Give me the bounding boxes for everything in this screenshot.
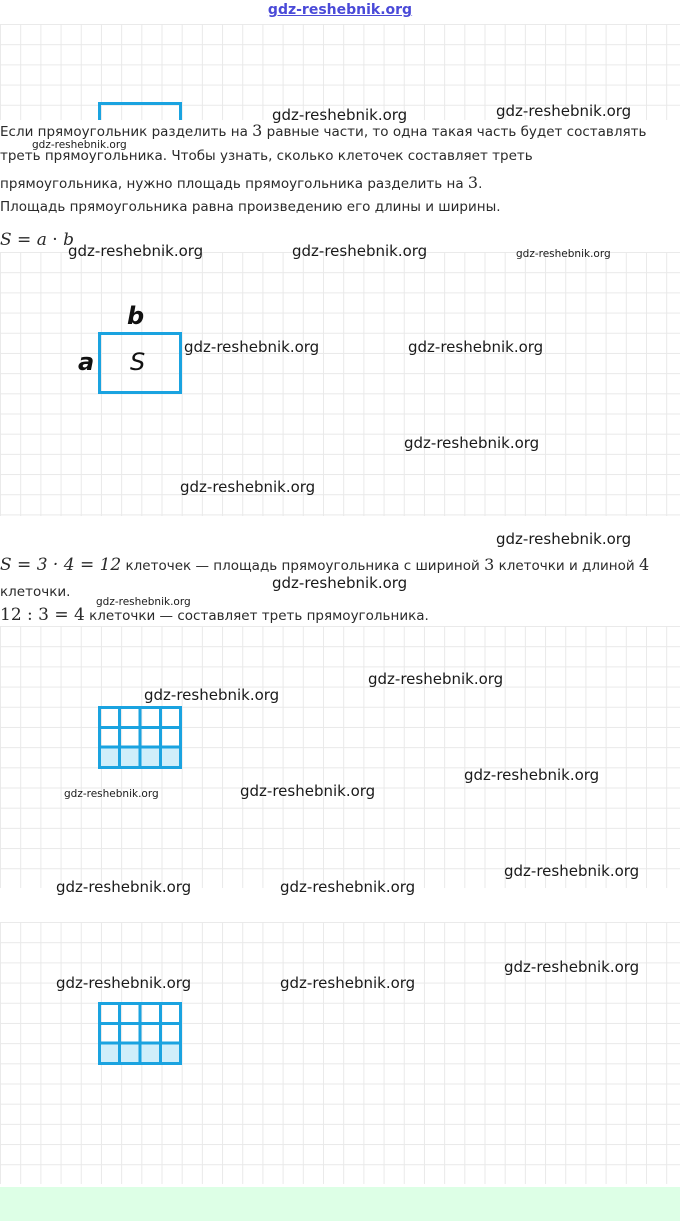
watermark: gdz-reshebnik.org	[516, 248, 611, 260]
watermark: gdz-reshebnik.org	[240, 782, 376, 800]
label-s: S	[130, 348, 146, 376]
formula-area: S = a · b	[0, 230, 74, 250]
paragraph2-line-3: 12 : 3 = 4 клеточки — составляет треть прямоугольника.	[0, 605, 429, 625]
watermark: gdz-reshebnik.org	[272, 574, 408, 592]
grid-rectangle-2	[98, 1002, 182, 1065]
watermark: gdz-reshebnik.org	[180, 478, 316, 496]
watermark: gdz-reshebnik.org	[408, 338, 544, 356]
grid-rectangle-1	[98, 706, 182, 769]
watermark: gdz-reshebnik.org	[184, 338, 320, 356]
paragraph2-line-2: клеточки.	[0, 584, 71, 600]
watermark: gdz-reshebnik.org	[272, 106, 408, 124]
watermark: gdz-reshebnik.org	[32, 139, 127, 151]
paragraph2-line-1: S = 3 · 4 = 12 клеточек — площадь прямоугольника с шириной 3 клеточки и длиной 4	[0, 555, 650, 575]
watermark: gdz-reshebnik.org	[96, 596, 191, 608]
watermark: gdz-reshebnik.org	[404, 434, 540, 452]
watermark: gdz-reshebnik.org	[68, 242, 204, 260]
watermark: gdz-reshebnik.org	[280, 878, 416, 896]
label-a: a	[78, 348, 95, 376]
paragraph-line-4: Площадь прямоугольника равна произведению его длины и ширины.	[0, 199, 501, 215]
watermark: gdz-reshebnik.org	[504, 862, 640, 880]
paragraph-line-1: Если прямоугольник разделить на 3 равные части, то одна такая часть будет составлять	[0, 121, 647, 140]
watermark: gdz-reshebnik.org	[496, 102, 632, 120]
paragraph-line-2: треть прямоугольника. Чтобы узнать, сколько клеточек составляет треть	[0, 148, 533, 164]
watermark: gdz-reshebnik.org	[292, 242, 428, 260]
grid-rectangle-1-svg	[98, 706, 182, 769]
watermark: gdz-reshebnik.org	[56, 974, 192, 992]
watermark: gdz-reshebnik.org	[144, 686, 280, 704]
watermark: gdz-reshebnik.org	[368, 670, 504, 688]
paragraph-line-3: прямоугольника, нужно площадь прямоугольника разделить на 3.	[0, 173, 483, 192]
watermark: gdz-reshebnik.org	[56, 878, 192, 896]
label-b: b	[127, 302, 145, 330]
watermark: gdz-reshebnik.org	[496, 530, 632, 548]
site-link[interactable]: gdz-reshebnik.org	[267, 2, 413, 18]
watermark: gdz-reshebnik.org	[64, 788, 159, 800]
watermark: gdz-reshebnik.org	[280, 974, 416, 992]
bottom-bar	[0, 1187, 680, 1221]
watermark: gdz-reshebnik.org	[504, 958, 640, 976]
watermark: gdz-reshebnik.org	[464, 766, 600, 784]
grid-rectangle-2-svg	[98, 1002, 182, 1065]
